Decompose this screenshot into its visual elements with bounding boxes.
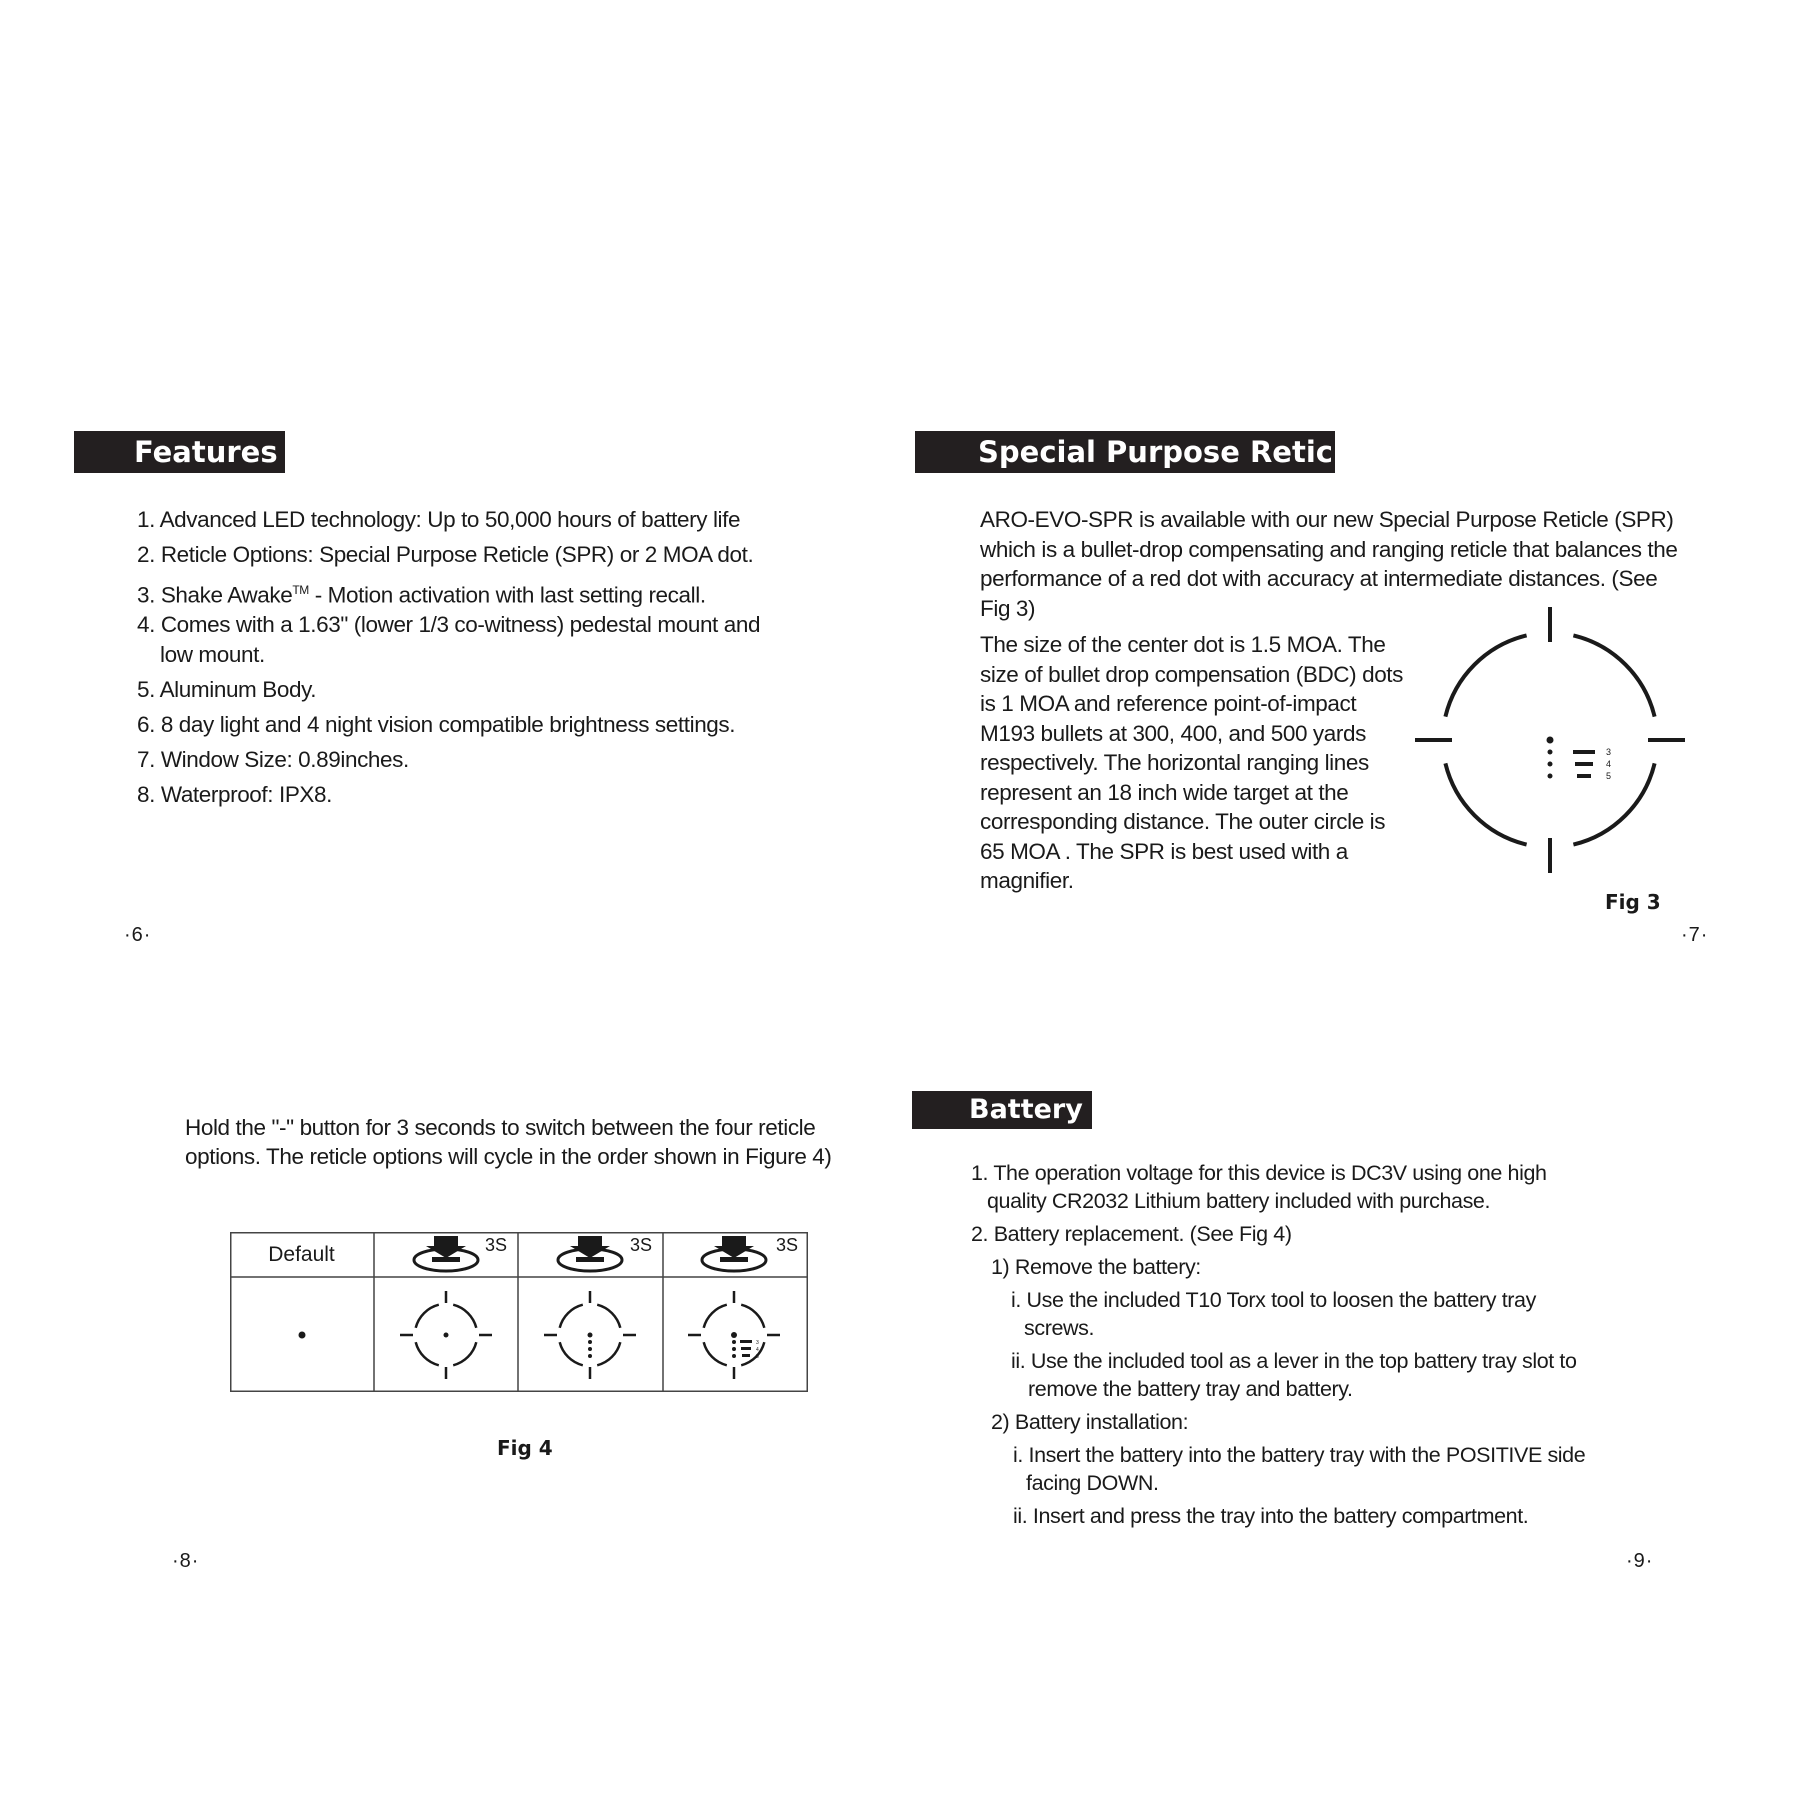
battery-install-step-1: i. Insert the battery into the battery tray with the POSITIVE side xyxy=(1013,1443,1586,1467)
feature-item-8: 8. Waterproof: IPX8. xyxy=(137,782,333,807)
reticle-bdc-dots xyxy=(544,1291,636,1379)
spr-intro: ARO-EVO-SPR is available with our new Special Purpose Reticle (SPR) which is a bullet-drop compensating and ranging reticle that balances the performance of a red dot with accuracy at intermediate distances. (See Fig 3) xyxy=(980,507,1678,621)
reticle-default-dot xyxy=(299,1332,306,1339)
page-number-6: ·6· xyxy=(124,924,152,946)
battery-remove-step-1: i. Use the included T10 Torx tool to loosen the battery tray xyxy=(1011,1288,1536,1312)
reticle-spr-full xyxy=(688,1291,780,1379)
battery-line-2: 2. Battery replacement. (See Fig 4) xyxy=(971,1222,1292,1246)
spr-range-label-400: 4 xyxy=(1606,759,1612,769)
reticle-circle-dot xyxy=(400,1291,492,1379)
fig4-default-label: Default xyxy=(268,1243,335,1266)
features-heading: Features xyxy=(74,431,285,473)
spr-body: The size of the center dot is 1.5 MOA. The size of bullet drop compensation (BDC) dots is 1 MOA and reference point-of-impact M193 bullets at 300, 400, and 500 yards respectively. The horizontal ranging lines represent an 18 inch wide target at the corresponding distance. The outer circle is 65 MOA . The SPR is best used with a magnifier. xyxy=(980,632,1404,893)
battery-install-step-1-cont: facing DOWN. xyxy=(1026,1471,1159,1495)
button-press-icon-3 xyxy=(702,1236,766,1271)
fig4-range-label-400: 4 xyxy=(756,1347,759,1353)
battery-install-heading: 2) Battery installation: xyxy=(991,1410,1189,1434)
battery-remove-heading: 1) Remove the battery: xyxy=(991,1255,1201,1279)
feature-item-6: 6. 8 day light and 4 night vision compatible brightness settings. xyxy=(137,712,736,737)
battery-line-1-cont: quality CR2032 Lithium battery included with purchase. xyxy=(987,1189,1491,1213)
reticle-switch-instructions: Hold the "-" button for 3 seconds to switch between the four reticle options. The reticle options will cycle in the order shown in Figure 4) xyxy=(185,1115,832,1169)
feature-item-7: 7. Window Size: 0.89inches. xyxy=(137,747,409,772)
feature-item-4: 4. Comes with a 1.63" (lower 1/3 co-witness) pedestal mount and xyxy=(137,612,761,637)
feature-item-4-cont: low mount. xyxy=(160,642,265,667)
battery-line-1: 1. The operation voltage for this device is DC3V using one high xyxy=(971,1161,1547,1185)
page-number-7: ·7· xyxy=(1681,924,1709,946)
feature-item-1: 1. Advanced LED technology: Up to 50,000 hours of battery life xyxy=(137,507,741,532)
fig4-label: Fig 4 xyxy=(497,1436,553,1460)
page-number-9: ·9· xyxy=(1626,1550,1654,1572)
feature-item-2: 2. Reticle Options: Special Purpose Reticle (SPR) or 2 MOA dot. xyxy=(137,542,754,567)
battery-install-step-2: ii. Insert and press the tray into the battery compartment. xyxy=(1013,1504,1529,1528)
spr-heading: Special Purpose Reticle xyxy=(915,431,1335,473)
fig4-hold-label-1: 3S xyxy=(485,1235,508,1255)
fig3-label: Fig 3 xyxy=(1605,890,1661,914)
battery-remove-step-1-cont: screws. xyxy=(1024,1316,1095,1340)
fig4-range-label-500: 5 xyxy=(756,1354,759,1360)
button-press-icon-1 xyxy=(414,1236,478,1271)
spr-reticle-diagram xyxy=(1410,600,1690,880)
feature-item-5: 5. Aluminum Body. xyxy=(137,677,317,702)
spr-range-label-500: 5 xyxy=(1606,771,1612,781)
battery-heading: Battery xyxy=(912,1091,1092,1129)
fig4-hold-label-3: 3S xyxy=(776,1235,799,1255)
fig4-range-label-300: 3 xyxy=(756,1340,759,1346)
battery-remove-step-2: ii. Use the included tool as a lever in the top battery tray slot to xyxy=(1011,1349,1577,1373)
battery-remove-step-2-cont: remove the battery tray and battery. xyxy=(1028,1377,1353,1401)
spr-range-label-300: 3 xyxy=(1606,747,1612,757)
page-number-8: ·8· xyxy=(172,1550,200,1572)
button-press-icon-2 xyxy=(558,1236,622,1271)
feature-item-3: 3. Shake Awake™ - Motion activation with last setting recall. xyxy=(137,582,706,608)
fig4-hold-label-2: 3S xyxy=(630,1235,653,1255)
fig4-reticle-table xyxy=(230,1232,808,1392)
